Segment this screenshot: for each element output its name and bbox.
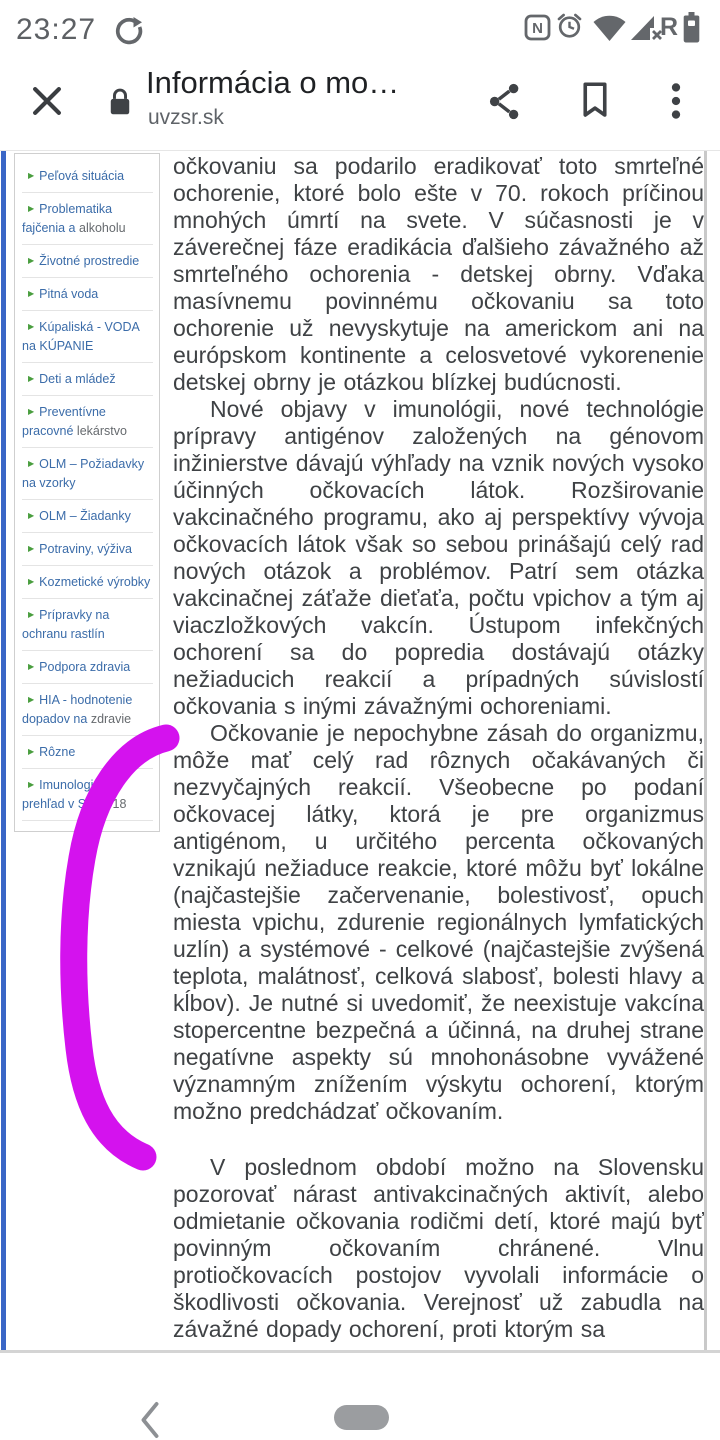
bullet-arrow-icon: ▶ — [28, 544, 35, 553]
bookmark-button[interactable] — [577, 79, 613, 121]
article-paragraph: očkovaniu sa podarilo eradikovať toto smrteľné ochorenie, ktoré bolo ešte v 70. rokoch príčinou mnohých úmrtí na svete. V súčasnosti je v záverečnej fáze eradikácia ďalšieho závažného až smrteľného ochorenia - detskej obrny. Vďaka masívnemu povinnému očkovaniu sa toto ochorenie už nevyskytuje na americkom ani na európskom kontinente a celosvetové vykorenenie detskej obrny je otázkou blízkej budúcnosti. — [173, 153, 704, 395]
sidebar-link-label: Životné prostredie — [39, 254, 140, 268]
sidebar-link-label: Rôzne — [39, 745, 76, 759]
clock-time: 23:27 — [16, 13, 97, 46]
share-button[interactable] — [486, 81, 523, 122]
svg-text:N: N — [532, 20, 543, 37]
sidebar-item[interactable] — [22, 311, 153, 363]
sidebar-item[interactable] — [22, 533, 153, 566]
nfc-icon — [524, 14, 551, 41]
sidebar-link-label: Prípravky na ochranu rastlín — [22, 608, 110, 641]
sidebar-link-label: Preventívne pracovné — [22, 405, 106, 438]
bullet-arrow-icon: ▶ — [28, 511, 35, 520]
sidebar — [14, 153, 160, 832]
sidebar-link-wrap: lekárstvo — [73, 424, 127, 438]
bullet-arrow-icon: ▶ — [28, 256, 35, 265]
sidebar-link-label: Potraviny, výživa — [39, 542, 133, 556]
bullet-arrow-icon: ▶ — [28, 322, 35, 331]
sidebar-link-label: OLM – Požiadavky na vzorky — [22, 457, 145, 490]
scrollbar[interactable] — [704, 151, 707, 1353]
sidebar-link-wrap: 2018 — [95, 797, 127, 811]
roaming-indicator: R — [660, 13, 679, 41]
sidebar-item[interactable] — [22, 396, 153, 448]
bullet-arrow-icon: ▶ — [28, 459, 35, 468]
sidebar-item[interactable] — [22, 363, 153, 396]
back-button[interactable] — [139, 1401, 161, 1439]
signal-no-data-icon — [629, 13, 664, 42]
overflow-menu-button[interactable] — [668, 81, 684, 121]
page-title: Informácia o mo… — [146, 65, 400, 100]
article — [173, 153, 704, 1343]
sidebar-link-label: Pitná voda — [39, 287, 99, 301]
bullet-arrow-icon: ▶ — [28, 171, 35, 180]
article-paragraph: Očkovanie je nepochybne zásah do organizmu, môže mať celý rad rôznych očakávaných či nezvyčajných reakcií. Všeobecne po podaní očkovacej látky, ktorá je pre organizmus antigénom, u určitého percenta očkovaných vznikajú nežiaduce reakcie, ktoré môžu byť lokálne (najčastejšie začervenanie, bolestivosť, opuch miesta vpichu, zdurenie regionálnych lymfatických uzlín) a systémové - celkové (najčastejšie zvýšená teplota, malátnosť, celková slabosť, bolesti hlavy a kĺbov). Je nutné si uvedomiť, že neexistuje vakcína stopercentne bezpečná a účinná, na druhej strane negatívne aspekty sú mnohonásobne vyvážené významným znížením výskytu ochorení, ktorým možno predchádzať očkovaním. — [173, 720, 704, 1124]
bullet-arrow-icon: ▶ — [28, 610, 35, 619]
sidebar-item[interactable] — [22, 278, 153, 311]
sidebar-item[interactable] — [22, 245, 153, 278]
page-edge-accent — [1, 151, 6, 1353]
sidebar-item[interactable] — [22, 769, 153, 821]
sidebar-link-label: OLM – Žiadanky — [39, 509, 131, 523]
page-domain: uvzsr.sk — [148, 106, 224, 129]
alarm-icon — [555, 11, 584, 40]
navigation-bar — [0, 1353, 720, 1440]
browser-header — [0, 60, 720, 150]
sidebar-item[interactable] — [22, 599, 153, 651]
bullet-arrow-icon: ▶ — [28, 662, 35, 671]
sidebar-item[interactable] — [22, 500, 153, 533]
sidebar-item[interactable] — [22, 448, 153, 500]
bullet-arrow-icon: ▶ — [28, 204, 35, 213]
lock-icon[interactable] — [106, 86, 134, 118]
sidebar-link-label: Podpora zdravia — [39, 660, 131, 674]
sidebar-item[interactable] — [22, 566, 153, 599]
close-button[interactable] — [28, 82, 66, 120]
sidebar-item[interactable] — [22, 684, 153, 736]
battery-icon — [682, 10, 701, 44]
sidebar-list — [22, 160, 153, 821]
article-paragraph: Nové objavy v imunológii, nové technológie prípravy antigénov založených na génovom inžinierstve dávajú výhľady na vznik nových vysoko účinných očkovacích látok. Rozširovanie vakcinačného programu, ako aj perspektívy vývoja očkovacích látok však so sebou prinášajú celý rad nových otázok a problémov. Patrí sem otázka vakcinačnej záťaže dieťaťa, počtu vpichov a tým aj viaczložkových vakcín. Ústupom infekčných ochorení sa do popredia dostávajú otázky nežiaducich reakcií a prípadných súvislostí očkovania s inými závažnými ochoreniami. — [173, 396, 704, 719]
sidebar-link-label: Peľová situácia — [39, 169, 125, 183]
sidebar-link-wrap: alkoholu — [75, 221, 126, 235]
sidebar-item[interactable] — [22, 160, 153, 193]
bullet-arrow-icon: ▶ — [28, 747, 35, 756]
sidebar-link-label: HIA - hodnotenie dopadov na — [22, 693, 133, 726]
sidebar-link-label: Deti a mládež — [39, 372, 116, 386]
sidebar-link-label: Kozmetické výrobky — [39, 575, 151, 589]
bullet-arrow-icon: ▶ — [28, 289, 35, 298]
data-saver-icon — [113, 15, 144, 46]
webview — [0, 150, 720, 1353]
bullet-arrow-icon: ▶ — [28, 780, 35, 789]
home-pill-button[interactable] — [334, 1405, 389, 1430]
bullet-arrow-icon: ▶ — [28, 695, 35, 704]
sidebar-link-wrap: zdravie — [87, 712, 132, 726]
article-paragraph: V poslednom období možno na Slovensku pozorovať nárast antivakcinačných aktivít, alebo odmietanie očkovania rodičmi detí, ktoré majú byť povinným očkovaním chránené. Vlnu protiočkovacích postojov vyvolali informácie o škodlivosti očkovania. Verejnosť už zabudla na závažné dopady ochorení, proti ktorým sa — [173, 1154, 704, 1342]
bullet-arrow-icon: ▶ — [28, 577, 35, 586]
status-bar — [0, 0, 720, 60]
sidebar-link-label: Imunologický prehľad v SR — [22, 778, 113, 811]
bullet-arrow-icon: ▶ — [28, 374, 35, 383]
sidebar-item[interactable] — [22, 651, 153, 684]
bullet-arrow-icon: ▶ — [28, 407, 35, 416]
sidebar-item[interactable] — [22, 193, 153, 245]
wifi-icon — [592, 14, 627, 43]
sidebar-item[interactable] — [22, 736, 153, 769]
sidebar-link-label: Kúpaliská - VODA na KÚPANIE — [22, 320, 140, 353]
sidebar-link-label: Problematika fajčenia a — [22, 202, 113, 235]
